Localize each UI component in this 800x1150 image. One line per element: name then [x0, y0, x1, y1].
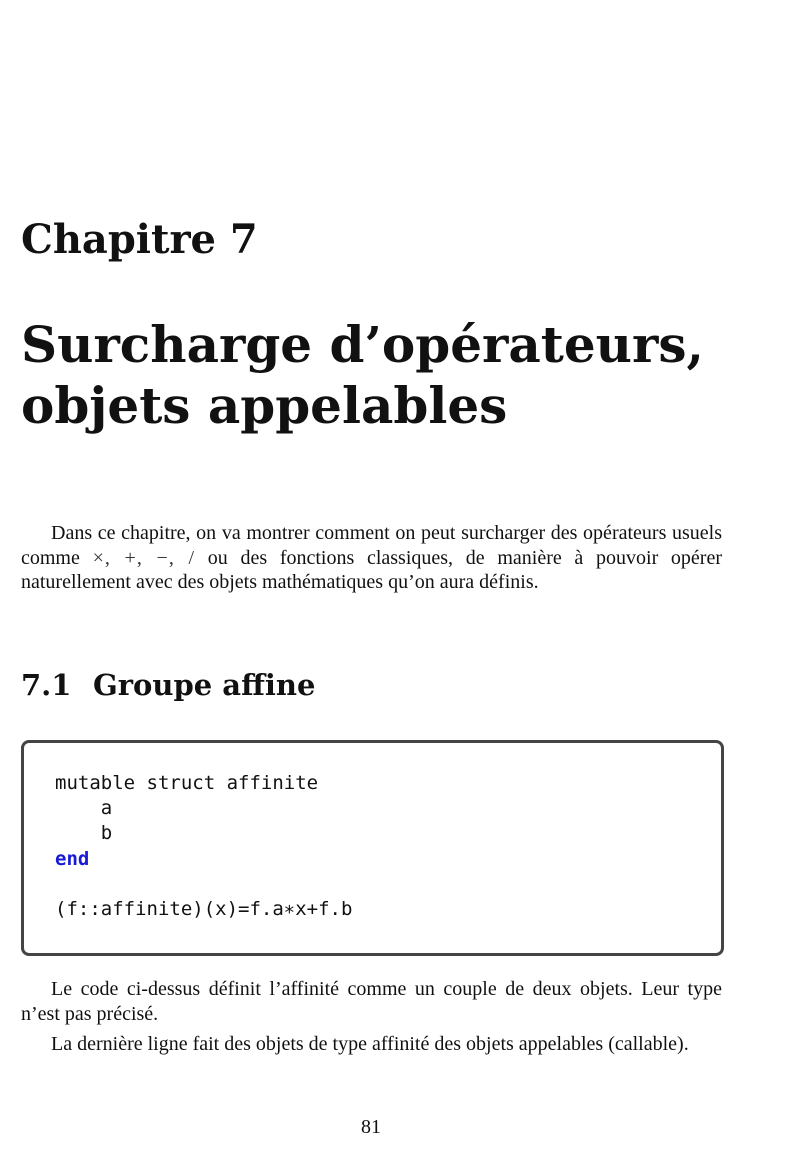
paragraph-callable: La dernière ligne fait des objets de type affinité des objets appelables (callable).	[51, 1033, 689, 1055]
code-listing	[55, 771, 352, 922]
section-title: Groupe affine	[93, 668, 316, 702]
code-line-3: b	[55, 822, 113, 845]
code-keyword-end: end	[55, 847, 90, 870]
code-block	[21, 740, 724, 956]
paragraph-code-description: Le code ci-dessus définit l’affinité comme un couple de deux objets. Leur type n’est pas précisé.	[21, 978, 722, 1025]
chapter-title-line-1: Surcharge d’opérateurs,	[21, 315, 704, 374]
section-number: 7.1	[21, 668, 72, 702]
section-heading	[21, 667, 315, 703]
code-line-6: (f::affinite)(x)=f.a∗x+f.b	[55, 898, 353, 921]
chapter-title	[21, 314, 761, 436]
chapter-label: Chapitre 7	[21, 216, 258, 263]
code-line-1: mutable struct affinite	[55, 772, 319, 794]
chapter-title-line-2: objets appelables	[21, 376, 508, 435]
page-number: 81	[361, 1116, 381, 1138]
code-line-2: a	[55, 797, 113, 820]
operator-symbols: ×, +, −, /	[92, 546, 196, 569]
intro-paragraph	[21, 521, 722, 595]
intro-text-end: ou des fonctions classiques, de manière à pouvoir opérer naturellement avec des objets mathématiques qu’on aura définis.	[21, 546, 722, 593]
intro-text-start: Dans ce chapitre, on va montrer comment on peut surcharger des opérateurs usuels comme	[21, 522, 722, 569]
